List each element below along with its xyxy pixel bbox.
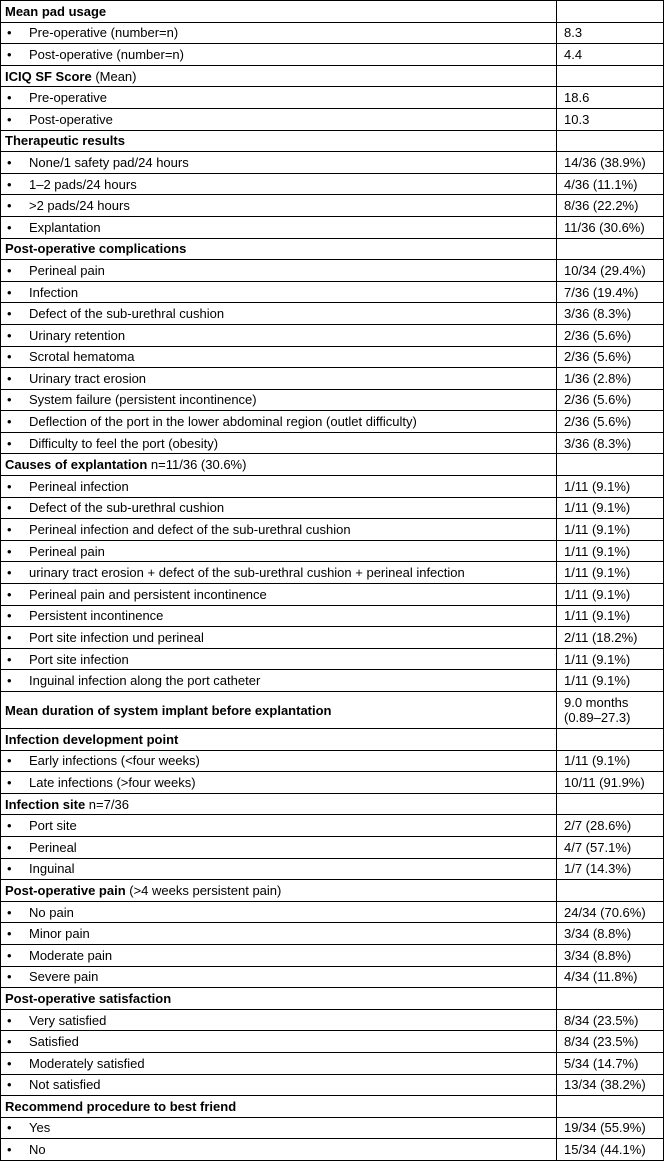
item-value: 19/34 (55.9%) (557, 1117, 664, 1139)
table-row (1, 1009, 664, 1031)
section-header-row (1, 729, 664, 751)
item-cell (1, 260, 557, 282)
item-cell (1, 1031, 557, 1053)
bullet-icon: • (7, 349, 12, 365)
item-label: Satisfied (29, 1034, 79, 1050)
item-label: Explantation (29, 219, 101, 235)
item-value: 3/34 (8.8%) (557, 944, 664, 966)
section-header-row (1, 1, 664, 23)
section-title-note: (>4 weeks persistent pain) (125, 882, 282, 898)
table-row (1, 648, 664, 670)
item-value: 1/11 (9.1%) (557, 750, 664, 772)
item-cell (1, 966, 557, 988)
table-row (1, 901, 664, 923)
item-label: Pre-operative (number=n) (29, 25, 179, 41)
table-row (1, 1117, 664, 1139)
section-header-empty-cell (557, 130, 664, 152)
table-row (1, 750, 664, 772)
item-cell (1, 836, 557, 858)
table-row (1, 303, 664, 325)
item-cell (1, 1009, 557, 1031)
item-label: Pre-operative (29, 90, 108, 106)
item-value: 1/11 (9.1%) (557, 670, 664, 692)
table-row (1, 476, 664, 498)
item-label: Late infections (>four weeks) (29, 774, 196, 790)
item-cell (1, 562, 557, 584)
item-value: 14/36 (38.9%) (557, 152, 664, 174)
item-label: 1–2 pads/24 hours (29, 176, 137, 192)
table-row (1, 562, 664, 584)
item-label: Port site (29, 818, 77, 834)
item-value: 4/36 (11.1%) (557, 173, 664, 195)
section-title (1, 729, 557, 751)
table-row (1, 411, 664, 433)
item-value: 4.4 (557, 44, 664, 66)
bullet-icon: • (7, 500, 12, 516)
section-title-note: n=7/36 (85, 796, 129, 812)
bullet-icon: • (7, 176, 12, 192)
item-cell (1, 1117, 557, 1139)
item-cell (1, 627, 557, 649)
mean-duration-value: 9.0 months (0.89–27.3) (557, 692, 664, 729)
item-label: Urinary tract erosion (29, 370, 147, 386)
item-cell (1, 1074, 557, 1096)
bullet-icon: • (7, 651, 12, 667)
section-header-empty-cell (557, 1096, 664, 1118)
item-cell (1, 519, 557, 541)
item-value: 4/34 (11.8%) (557, 966, 664, 988)
bullet-icon: • (7, 630, 12, 646)
bullet-icon: • (7, 1034, 12, 1050)
bullet-icon: • (7, 904, 12, 920)
section-title (1, 454, 557, 476)
item-label: Defect of the sub-urethral cushion (29, 306, 225, 322)
item-label: Moderately satisfied (29, 1055, 145, 1071)
item-label: Inguinal (29, 861, 75, 877)
item-cell (1, 901, 557, 923)
table-row (1, 966, 664, 988)
table-row (1, 815, 664, 837)
item-label: Port site infection und perineal (29, 630, 204, 646)
bullet-icon: • (7, 608, 12, 624)
section-header-row (1, 1096, 664, 1118)
item-cell (1, 152, 557, 174)
item-value: 5/34 (14.7%) (557, 1052, 664, 1074)
item-label: >2 pads/24 hours (29, 198, 130, 214)
table-row (1, 389, 664, 411)
item-label: Perineal infection (29, 478, 129, 494)
bullet-icon: • (7, 947, 12, 963)
item-label: Deflection of the port in the lower abdominal region (outlet difficulty) (29, 414, 417, 430)
section-title-text: Mean pad usage (5, 3, 107, 19)
table-row (1, 216, 664, 238)
item-cell (1, 22, 557, 44)
bullet-icon: • (7, 1012, 12, 1028)
bullet-icon: • (7, 818, 12, 834)
item-label: No (29, 1142, 46, 1158)
bullet-icon: • (7, 327, 12, 343)
section-title (1, 880, 557, 902)
section-title (1, 65, 557, 87)
item-value: 1/11 (9.1%) (557, 497, 664, 519)
item-value: 2/36 (5.6%) (557, 346, 664, 368)
section-header-empty-cell (557, 880, 664, 902)
item-label: Post-operative (29, 111, 113, 127)
item-cell (1, 173, 557, 195)
item-cell (1, 108, 557, 130)
section-header-row (1, 454, 664, 476)
bullet-icon: • (7, 753, 12, 769)
table-row (1, 605, 664, 627)
table-row (1, 497, 664, 519)
section-title (1, 988, 557, 1010)
table-row (1, 346, 664, 368)
item-value: 1/11 (9.1%) (557, 584, 664, 606)
table-row (1, 836, 664, 858)
table-row (1, 540, 664, 562)
item-cell (1, 432, 557, 454)
table-row (1, 260, 664, 282)
bullet-icon: • (7, 219, 12, 235)
section-header-empty-cell (557, 988, 664, 1010)
table-row (1, 108, 664, 130)
section-title-text: Recommend procedure to best friend (5, 1098, 237, 1114)
item-label: Difficulty to feel the port (obesity) (29, 435, 219, 451)
bullet-icon: • (7, 1077, 12, 1093)
bullet-icon: • (7, 154, 12, 170)
item-label: Perineal infection and defect of the sub-urethral cushion (29, 522, 351, 538)
item-cell (1, 1052, 557, 1074)
section-title-text: Therapeutic results (5, 133, 125, 149)
item-value: 1/11 (9.1%) (557, 648, 664, 670)
bullet-icon: • (7, 198, 12, 214)
table-row (1, 195, 664, 217)
item-value: 11/36 (30.6%) (557, 216, 664, 238)
table-row (1, 584, 664, 606)
item-label: Persistent incontinence (29, 608, 164, 624)
table-row (1, 1052, 664, 1074)
item-value: 1/7 (14.3%) (557, 858, 664, 880)
item-cell (1, 476, 557, 498)
table-row (1, 627, 664, 649)
item-value: 13/34 (38.2%) (557, 1074, 664, 1096)
item-cell (1, 281, 557, 303)
item-value: 24/34 (70.6%) (557, 901, 664, 923)
bullet-icon: • (7, 111, 12, 127)
item-label: Severe pain (29, 969, 99, 985)
bullet-icon: • (7, 262, 12, 278)
table-row (1, 1031, 664, 1053)
item-value: 3/36 (8.3%) (557, 303, 664, 325)
item-value: 10/34 (29.4%) (557, 260, 664, 282)
table-row (1, 944, 664, 966)
item-label: Perineal (29, 839, 77, 855)
table-row (1, 324, 664, 346)
item-cell (1, 584, 557, 606)
section-header-empty-cell (557, 729, 664, 751)
bullet-icon: • (7, 673, 12, 689)
item-cell (1, 44, 557, 66)
table-row (1, 87, 664, 109)
item-cell (1, 411, 557, 433)
section-title-text: Infection development point (5, 731, 179, 747)
section-title (1, 238, 557, 260)
item-label: Port site infection (29, 651, 129, 667)
item-value: 2/7 (28.6%) (557, 815, 664, 837)
bullet-icon: • (7, 370, 12, 386)
section-title-text: Infection site (5, 796, 86, 812)
section-header-empty-cell (557, 1, 664, 23)
item-cell (1, 195, 557, 217)
section-header-row (1, 238, 664, 260)
section-header-row (1, 793, 664, 815)
item-value: 1/11 (9.1%) (557, 562, 664, 584)
item-value: 2/36 (5.6%) (557, 324, 664, 346)
bullet-icon: • (7, 435, 12, 451)
bullet-icon: • (7, 586, 12, 602)
item-value: 2/11 (18.2%) (557, 627, 664, 649)
bullet-icon: • (7, 1142, 12, 1158)
section-title-note: (Mean) (91, 68, 137, 84)
item-label: urinary tract erosion + defect of the sub-urethral cushion + perineal infection (29, 565, 465, 581)
item-value: 3/34 (8.8%) (557, 923, 664, 945)
item-cell (1, 324, 557, 346)
results-table-body-a (1, 1, 664, 692)
section-title (1, 1, 557, 23)
item-cell (1, 815, 557, 837)
item-cell (1, 540, 557, 562)
table-row (1, 923, 664, 945)
section-header-row (1, 130, 664, 152)
item-cell (1, 772, 557, 794)
item-value: 2/36 (5.6%) (557, 389, 664, 411)
item-cell (1, 923, 557, 945)
item-cell (1, 87, 557, 109)
item-label: Early infections (<four weeks) (29, 753, 200, 769)
table-row (1, 858, 664, 880)
bullet-icon: • (7, 414, 12, 430)
section-title (1, 130, 557, 152)
item-cell (1, 346, 557, 368)
item-cell (1, 1139, 557, 1161)
item-label: Post-operative (number=n) (29, 46, 184, 62)
table-row (1, 519, 664, 541)
mean-duration-row-group (1, 692, 664, 729)
bullet-icon: • (7, 861, 12, 877)
item-value: 8/34 (23.5%) (557, 1009, 664, 1031)
item-label: System failure (persistent incontinence) (29, 392, 257, 408)
bullet-icon: • (7, 284, 12, 300)
section-title-text: Post-operative complications (5, 241, 187, 257)
item-value: 1/36 (2.8%) (557, 368, 664, 390)
bullet-icon: • (7, 774, 12, 790)
table-row (1, 432, 664, 454)
table-row (1, 1074, 664, 1096)
item-cell (1, 648, 557, 670)
item-value: 1/11 (9.1%) (557, 605, 664, 627)
item-cell (1, 750, 557, 772)
item-label: Scrotal hematoma (29, 349, 135, 365)
mean-duration-row (1, 692, 664, 729)
section-header-row (1, 65, 664, 87)
bullet-icon: • (7, 522, 12, 538)
item-value: 7/36 (19.4%) (557, 281, 664, 303)
table-row (1, 1139, 664, 1161)
item-label: Not satisfied (29, 1077, 101, 1093)
table-row (1, 173, 664, 195)
item-value: 15/34 (44.1%) (557, 1139, 664, 1161)
table-row (1, 368, 664, 390)
item-label: Infection (29, 284, 79, 300)
item-value: 1/11 (9.1%) (557, 476, 664, 498)
item-value: 3/36 (8.3%) (557, 432, 664, 454)
table-row (1, 281, 664, 303)
item-value: 10.3 (557, 108, 664, 130)
section-title (1, 793, 557, 815)
item-label: Perineal pain (29, 543, 105, 559)
mean-duration-label: Mean duration of system implant before explantation (1, 692, 557, 729)
item-cell (1, 670, 557, 692)
bullet-icon: • (7, 46, 12, 62)
item-value: 1/11 (9.1%) (557, 519, 664, 541)
table-row (1, 22, 664, 44)
bullet-icon: • (7, 25, 12, 41)
section-header-row (1, 880, 664, 902)
section-header-empty-cell (557, 793, 664, 815)
item-label: Urinary retention (29, 327, 126, 343)
item-value: 1/11 (9.1%) (557, 540, 664, 562)
bullet-icon: • (7, 926, 12, 942)
item-label: Defect of the sub-urethral cushion (29, 500, 225, 516)
section-title (1, 1096, 557, 1118)
bullet-icon: • (7, 392, 12, 408)
item-cell (1, 389, 557, 411)
item-cell (1, 303, 557, 325)
item-label: Very satisfied (29, 1012, 107, 1028)
item-value: 8/36 (22.2%) (557, 195, 664, 217)
section-title-note: n=11/36 (30.6%) (147, 457, 247, 473)
section-header-empty-cell (557, 238, 664, 260)
bullet-icon: • (7, 565, 12, 581)
item-cell (1, 944, 557, 966)
item-value: 8.3 (557, 22, 664, 44)
bullet-icon: • (7, 90, 12, 106)
item-cell (1, 605, 557, 627)
section-header-row (1, 988, 664, 1010)
section-header-empty-cell (557, 454, 664, 476)
item-label: None/1 safety pad/24 hours (29, 154, 189, 170)
bullet-icon: • (7, 478, 12, 494)
item-label: Minor pain (29, 926, 90, 942)
bullet-icon: • (7, 969, 12, 985)
section-header-empty-cell (557, 65, 664, 87)
table-row (1, 772, 664, 794)
item-label: Perineal pain and persistent incontinence (29, 586, 267, 602)
section-title-text: Post-operative pain (5, 882, 126, 898)
bullet-icon: • (7, 306, 12, 322)
results-table-body-b (1, 729, 664, 1161)
item-label: Perineal pain (29, 262, 105, 278)
item-cell (1, 858, 557, 880)
item-label: No pain (29, 904, 74, 920)
item-label: Inguinal infection along the port catheter (29, 673, 261, 689)
item-cell (1, 368, 557, 390)
table-row (1, 44, 664, 66)
bullet-icon: • (7, 543, 12, 559)
item-value: 4/7 (57.1%) (557, 836, 664, 858)
item-label: Yes (29, 1120, 51, 1136)
item-label: Moderate pain (29, 947, 113, 963)
item-cell (1, 497, 557, 519)
item-value: 10/11 (91.9%) (557, 772, 664, 794)
table-row (1, 670, 664, 692)
section-title-text: ICIQ SF Score (5, 68, 92, 84)
bullet-icon: • (7, 1120, 12, 1136)
table-row (1, 152, 664, 174)
section-title-text: Causes of explantation (5, 457, 148, 473)
item-value: 8/34 (23.5%) (557, 1031, 664, 1053)
bullet-icon: • (7, 1055, 12, 1071)
item-cell (1, 216, 557, 238)
bullet-icon: • (7, 839, 12, 855)
item-value: 18.6 (557, 87, 664, 109)
item-value: 2/36 (5.6%) (557, 411, 664, 433)
section-title-text: Post-operative satisfaction (5, 990, 172, 1006)
